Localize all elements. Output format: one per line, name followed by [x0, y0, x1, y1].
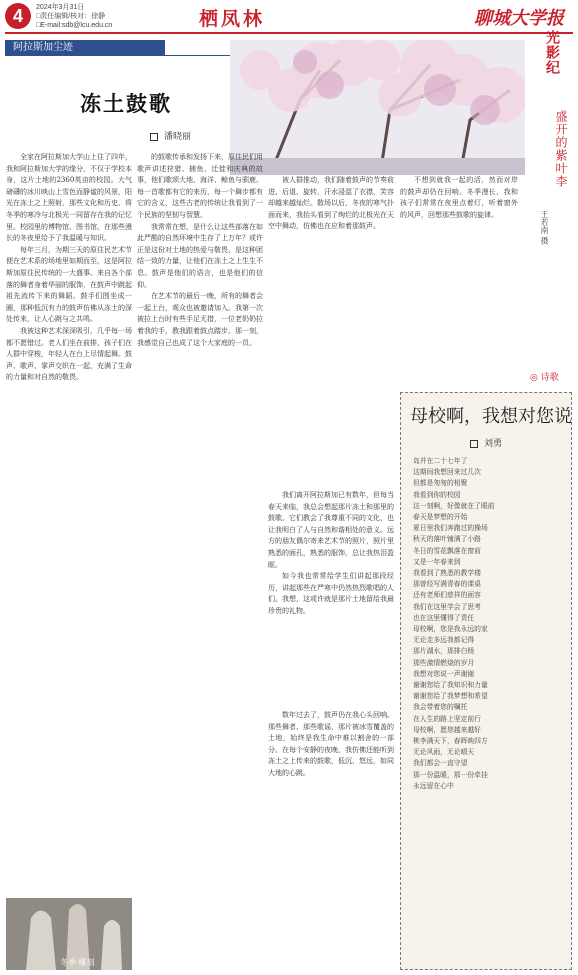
page-number: 4 [5, 3, 31, 29]
poem-line: 但都是匆匆的相聚 [413, 479, 468, 488]
article-column-1 [6, 152, 132, 912]
poem-line: 那一份温暖，那一份牵挂 [413, 770, 488, 779]
poem-line: 夏日里我们奔跑过的操场 [413, 524, 488, 533]
poem-line: 我们都会一直守望 [413, 759, 468, 768]
paragraph: 全家在阿拉斯加大学山上住了四年，我和阿拉斯加大学的缘分，不仅于学校本身，这片土地的2360英亩的校园。大气磅礴的冰川映山上雪色而静谧的风景，阳光在冻土之上照射，那些文化和历史、将冬季的寒冷与北极光一同留存在我的记忆里。校园里的博物馆、图书馆，在那些漫长的冬夜里给予了我温暖与知识。 [6, 153, 132, 243]
poem-line: 无论走多远我都记得 [413, 636, 475, 645]
poem-line: 岛并在二十七年了 [413, 457, 468, 465]
poem-line: 秋天的落叶铺满了小路 [413, 535, 481, 544]
poem-line: 这一刻啊，好像就在了眼前 [413, 501, 495, 510]
poem-line: 在人生的路上坚定前行 [413, 714, 481, 723]
side-feature-title: 盛开的紫叶李 [554, 110, 568, 188]
article-author: 潘晓丽 [164, 132, 192, 142]
email-line: □E-mail:sdb@lcu.edu.cn [36, 22, 113, 29]
editor-line: □责任编辑/核对：徐静 [36, 13, 106, 20]
poem-line: 无论风雨，无论晴天 [413, 748, 475, 757]
sculpture-caption: 冬季·雕刻 [60, 958, 95, 967]
paper-name: 聊城大学报 [474, 8, 564, 29]
paragraph: 我被这种艺术深深吸引，几乎每一场都不愿错过。老人们坐在前排，孩子们在人群中穿梭，年轻人在台上尽情起舞。鼓声、歌声、掌声交织在一起，充满了生命的力量和对自然的敬畏。 [6, 326, 132, 382]
poem-line: 那片湖水，那排白杨 [413, 647, 475, 656]
byline-box [150, 133, 158, 141]
poem-line: 我们在这里学会了思考 [413, 602, 481, 611]
poem-byline [470, 436, 502, 449]
poem-line: 桃李满天下，春晖映四方 [413, 737, 488, 746]
poem-line: 我看到你的校园 [413, 490, 461, 499]
paragraph: 被人群推动，我们随着鼓声的节奏前进、后退、旋转，汗水浸湿了衣襟，笑容却越来越灿烂。散场以后，冬夜的寒气扑面而来，我抬头看到了绚烂的北极光在天空中舞动，仿佛也在应和着那鼓声。 [268, 176, 394, 231]
paragraph: 如今我也常常给学生们讲起那段经历，讲起那些在严寒中仍然热烈歌唱的人们。我想，这或许就是那片土地留给我最珍贵的礼物。 [268, 572, 394, 615]
poem-line: 谢谢您给了我知识和力量 [413, 681, 488, 690]
poem-line: 母校啊，愿您越来越好 [413, 725, 481, 734]
poem-line: 母校啊，您是我永远的家 [413, 625, 488, 634]
poem-title: 母校啊，我想对您说 [410, 406, 572, 427]
paragraph: 每年三月，为期三天的原住民艺术节便在艺术系的场地里如期而至，这是阿拉斯加原住民传统的一大盛事。来自各个部落的舞者身着华丽的服饰，在鼓声中跳起祖先流传下来的舞蹈。鼓手们围坐成一圈，那种低沉有力的鼓声仿佛从冻土的深处传来，让人心跳与之共鸣。 [6, 245, 132, 324]
poem-line: 谢谢您给了我梦想和希望 [413, 692, 488, 701]
side-feature-author: 王若南 摄 [540, 210, 549, 245]
article-byline [150, 129, 191, 142]
poetry-label: ◎ 诗歌 [530, 373, 559, 383]
poem-line: 我想对您说一声谢谢 [413, 669, 475, 678]
section-tab: 阿拉斯加尘迹 [5, 40, 165, 56]
issue-date: 2024年3月31日 [36, 4, 85, 11]
paragraph: 我们离开阿拉斯加已有数年，但每当春天来临，我总会想起那片冻土和那里的鼓歌。它们教会了我尊重不同的文化，也让我明白了人与自然和谐相处的意义。远方的朋友偶尔寄来艺术节的照片，照片里熟悉的面孔，熟悉的服饰，总让我热泪盈眶。 [268, 491, 394, 569]
byline-box [470, 440, 478, 448]
paragraph: 的鼓歌传承和发扬下来，原住民们用歌声讲述狩猎、捕鱼、迁徙和庆典的故事，他们歌颂大地、海洋、鲸鱼与驯鹿。每一首歌都有它的来历，每一个舞步都有它的含义，这些古老的传统让我看到了一个民族的坚韧与智慧。 [137, 153, 263, 219]
poem-line: 春天是梦想的开始 [413, 513, 468, 522]
poem-line: 这期间我想回来过几次 [413, 468, 481, 477]
poem-line: 我看到了熟悉的教学楼 [413, 569, 481, 578]
article-column-2 [137, 152, 263, 967]
paragraph: 在艺术节的最后一晚，所有的舞者会一起上台，观众也被邀请加入。我第一次被拉上台时有些手足无措，一位老奶奶拉着我的手，教我跟着鼓点踏步。那一刻，我感觉自己也成了这个大家庭的一员。 [137, 292, 263, 347]
side-column-name: 光影纪 [544, 30, 560, 75]
poem-body [413, 456, 563, 792]
poem-line: 也在这里懂得了责任 [413, 613, 475, 622]
paragraph: 数年过去了，鼓声仍在我心头回响。那些舞者、那些歌谣，那片被冰雪覆盖的土地，始终是我生命中难以割舍的一部分。在每个安静的夜晚，我仿佛还能听到冻土之上传来的鼓歌，低沉、悠远，如同大地的心跳。 [268, 711, 394, 777]
paragraph: 不想到就我一起的活，然而对岸的鼓声却仍在回响。冬季漫长，我和孩子们常常在夜里点着灯，听着窗外的风声，回想那些鼓歌的旋律。 [400, 176, 518, 219]
article-column-3-end [268, 710, 394, 968]
masthead-meta [36, 3, 112, 30]
column-name: 栖凤林 [198, 8, 265, 30]
poem-line: 那些激情燃烧的岁月 [413, 658, 475, 667]
page-header [0, 0, 578, 34]
poem-line: 永远留在心中 [413, 781, 454, 790]
poem-line: 还有老师们慈祥的面容 [413, 591, 481, 600]
poem-line: 我会带着您的嘱托 [413, 703, 468, 712]
article-title: 冻土鼓歌 [80, 91, 172, 116]
poem-line: 那曾经写满青春的课桌 [413, 580, 481, 589]
blossom-photo-art [230, 40, 525, 175]
poem-author: 刘勇 [484, 439, 503, 449]
article-column-3 [268, 175, 394, 395]
blossom-photo [230, 40, 525, 175]
poem-line: 又是一年春来到 [413, 557, 461, 566]
article-column-4 [400, 175, 518, 370]
paragraph: 我常常在想，是什么让这些部落在如此严酷的自然环境中生存了上万年？或许正是这份对土地的热爱与敬畏，是这种团结一致的力量，让他们在冻土之上生生不息。鼓声是他们的语言，也是他们的信仰。 [137, 222, 263, 289]
poem-line: 冬日的雪花飘落在窗前 [413, 546, 481, 555]
header-rule [5, 32, 573, 34]
